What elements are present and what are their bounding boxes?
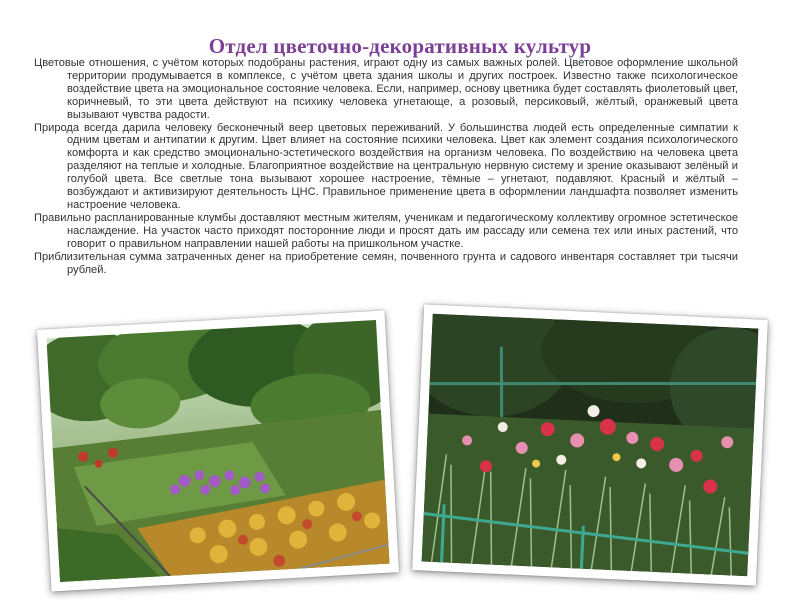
- text-body: [34, 57, 738, 276]
- flowerbed-garden-photo-left: [37, 310, 399, 591]
- paragraph-2: Природа всегда дарила человеку бесконечный веер цветовых переживаний. У большинства людей есть определенные симпатии к одним цветам и антипатии к другим. Цвет влияет на состояние психики человека. Цвет как элемент создания психологического комфорта и как средство эмоционально-эстетического воздействия на организм человека. По воздействию на человека цвета разделяют на теплые и холодные. Благоприятное воздействие на центральную нервную систему и зрение оказывают зелёный и голубой цвета. Все светлые тона вызывают хорошее настроение, тёмные – угнетают, подавляют. Красный и жёлтый – возбуждают и активизируют деятельность ЦНС. Правильное применение цвета в оформлении ландшафта позволяет изменить настроение человека.: [34, 121, 738, 211]
- page-title: Отдел цветочно-декоративных культур: [208, 34, 592, 58]
- paragraph-1: Цветовые отношения, с учётом которых подобраны растения, играют одну из самых важных ролей. Цветовое оформление школьной территории продумывается в комплексе, с учётом цвета здания школы и других построек. Известно также психологическое воздействие цвета на эмоциональное состояние человека. Если, например, основу цветника будет составлять фиолетовый цвет, коричневый, то эти цвета действуют на психику человека угнетающе, а розовый, персиковый, жёлтый, оранжевый цвета вызывают чувства радости.: [34, 57, 738, 121]
- garden-photo-image: [46, 320, 389, 582]
- paragraph-3: Правильно распланированные клумбы доставляют местным жителям, ученикам и педагогическому коллективу огромное эстетическое наслаждение. На участок часто приходят посторонние люди и просят дать им рассаду или семена тех или иных растений, что говорит о правильном направлении нашей работы на пришкольном участке.: [34, 211, 738, 250]
- flowers-photo-image: [422, 314, 759, 577]
- flowerbed-garden-photo-right: [412, 304, 768, 585]
- paragraph-4: Приблизительная сумма затраченных денег на приобретение семян, почвенного грунта и садового инвентаря составляет три тысячи рублей.: [34, 250, 738, 276]
